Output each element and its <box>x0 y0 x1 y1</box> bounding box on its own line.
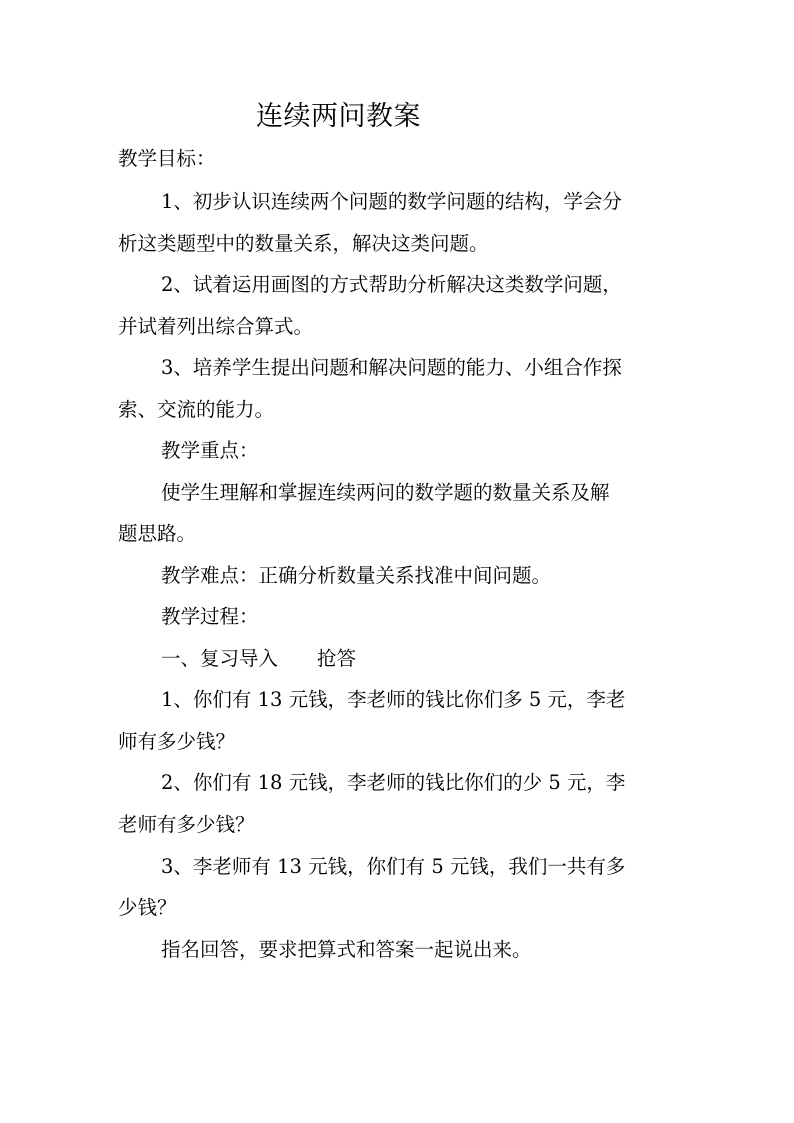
paragraph-line: 使学生理解和掌握连续两问的数学题的数量关系及解 <box>161 481 610 504</box>
paragraph-line: 2、试着运用画图的方式帮助分析解决这类数学问题， <box>161 273 622 296</box>
section-heading-difficulties: 教学难点：正确分析数量关系找准中间问题。 <box>161 564 552 587</box>
paragraph-line: 索、交流的能力。 <box>118 398 275 421</box>
question-line: 3、李老师有 13 元钱，你们有 5 元钱，我们一共有多 <box>161 855 626 878</box>
section-heading-process: 教学过程： <box>161 605 259 628</box>
paragraph-line: 并试着列出综合算式。 <box>118 315 314 338</box>
section-heading-goals: 教学目标： <box>118 147 216 170</box>
question-line: 师有多少钱？ <box>118 730 236 753</box>
paragraph-line: 析这类题型中的数量关系，解决这类问题。 <box>118 232 489 255</box>
paragraph-line: 指名回答，要求把算式和答案一起说出来。 <box>161 938 532 961</box>
paragraph-line: 1、初步认识连续两个问题的数学问题的结构，学会分 <box>161 190 622 213</box>
question-line: 老师有多少钱？ <box>118 813 255 836</box>
question-line: 1、你们有 13 元钱，李老师的钱比你们多 5 元，李老 <box>161 688 626 711</box>
section-heading-key-points: 教学重点： <box>161 439 259 462</box>
paragraph-line: 3、培养学生提出问题和解决问题的能力、小组合作探 <box>161 356 622 379</box>
subsection-heading-review: 一、复习导入 抢答 <box>161 647 357 670</box>
question-line: 2、你们有 18 元钱，李老师的钱比你们的少 5 元，李 <box>161 771 626 794</box>
paragraph-line: 题思路。 <box>118 522 197 545</box>
document-title: 连续两问教案 <box>256 101 421 132</box>
question-line: 少钱？ <box>118 896 177 919</box>
